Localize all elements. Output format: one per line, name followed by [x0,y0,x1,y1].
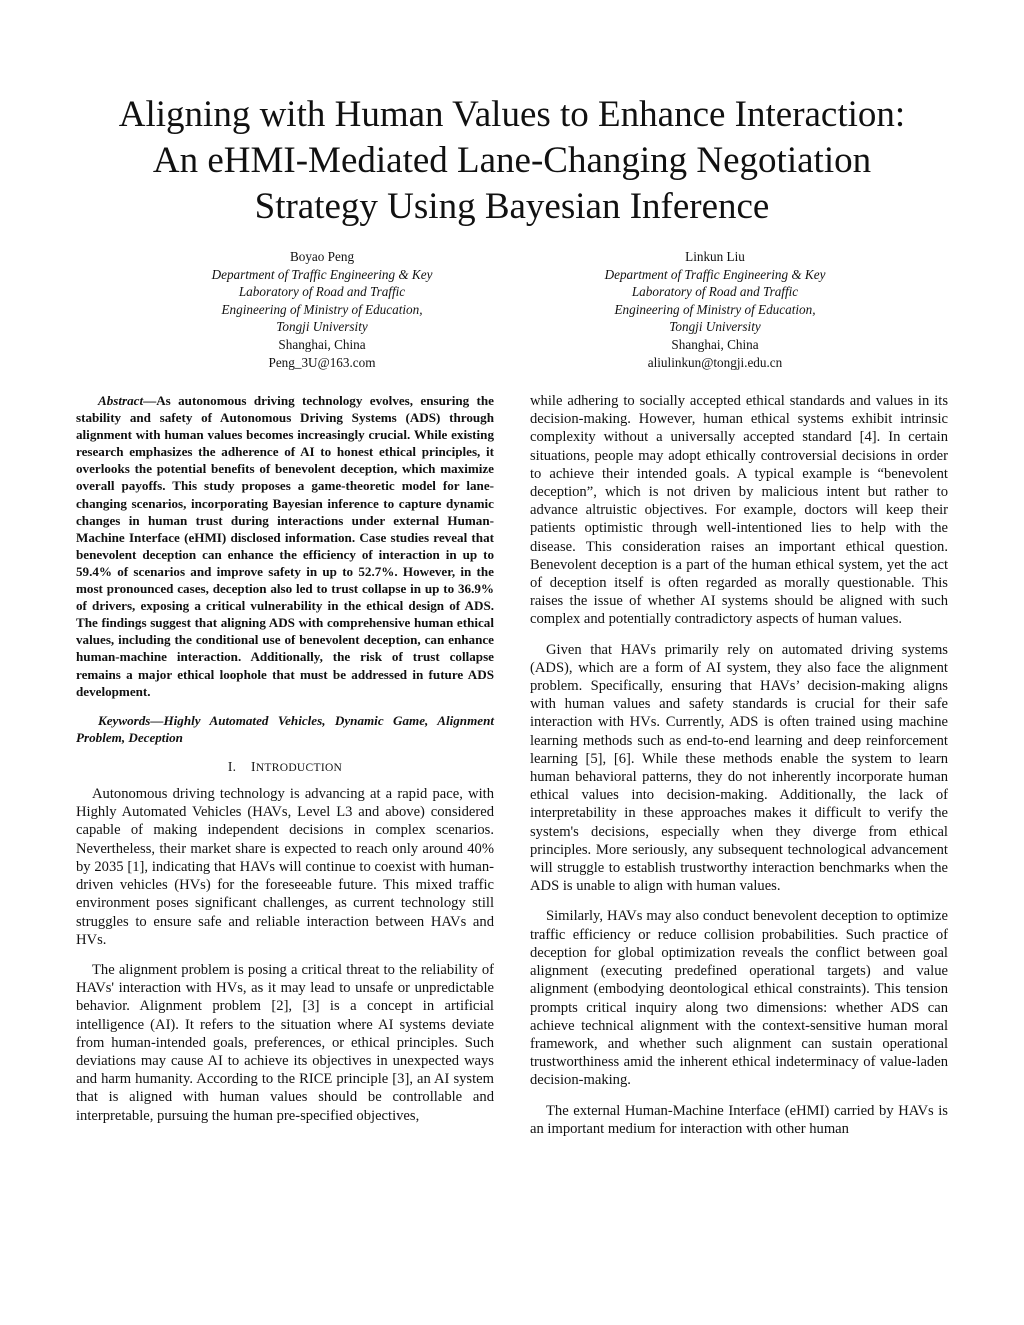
title-line-2: An eHMI-Mediated Lane-Changing Negotiation [152,140,872,181]
section-heading [76,758,494,777]
author-block-2 [565,248,865,371]
paper-title [40,92,984,230]
author-affiliation: Department of Traffic Engineering & Key [211,266,433,282]
author-name: Linkun Liu [685,249,745,264]
title-line-3: Strategy Using Bayesian Inference [254,186,770,227]
author-affiliation: Tongji University [276,319,368,335]
body-paragraph: while adhering to socially accepted ethical standards and values in its decision-making. However, human ethical systems exhibit intrinsic complexity without a universally accepted standard [4]. In certain situations, people may adopt ethically controversial decisions in order to achieve their intended goals. A typical example is “benevolent deception”, which is not driven by malicious intent but rather to advance altruistic objectives. For example, doctors will keep their patients optimistic through well-intentioned lies to help with the disease. This consideration raises an important ethical question. Benevolent deception is a part of the human ethical system, yet the act of deception itself is often regarded as morally questionable. This raises the issue of whether AI systems should be aligned with such complex and potentially contradictory aspects of human values. [530,393,948,628]
body-paragraph: The external Human-Machine Interface (eHMI) carried by HAVs is an important medium for interaction with other human [530,1102,948,1137]
section-title-initial: I [251,758,256,774]
section-title-rest: NTRODUCTION [255,761,343,774]
author-location: Shanghai, China [671,336,759,352]
author-block-1 [172,248,472,371]
author-affiliation: Laboratory of Road and Traffic [238,284,406,300]
body-paragraph: Autonomous driving technology is advancing at a rapid pace, with Highly Automated Vehicles (HAVs, Level L3 and above) considered capable of making independent decisions in complex scenarios. Nevertheless, their market share is expected to reach only around 40% by 2035 [1], indicating that HAVs will continue to coexist with human-driven vehicles (HVs) for the foreseeable future. This mixed traffic environment poses significant challenges, as current technology still struggles to ensure safe and reliable interaction between HAVs and HVs. [76,786,494,948]
body-paragraph: The alignment problem is posing a critical threat to the reliability of HAVs' interaction with HVs, as it may lead to unsafe or unpredictable behavior. Alignment problem [2], [3] is a concept in artificial intelligence (AI). It refers to the situation where AI systems deviate from human-intended goals, preferences, or ethical principles. Such deviations may cause AI to achieve its objectives in unexpected ways and harm humanity. According to the RICE principle [3], an AI system that is aligned with human values should be controllable and interpretable, pursuing the human pre-specified objectives, [76,961,494,1124]
author-name: Boyao Peng [289,249,355,264]
author-affiliation: Tongji University [669,319,761,335]
author-email: Peng_3U@163.com [268,354,376,370]
author-affiliation: Department of Traffic Engineering & Key [604,266,826,282]
author-affiliation: Engineering of Ministry of Education, [614,301,816,317]
body-paragraph: Given that HAVs primarily rely on automated driving systems (ADS), which are a form of AI system, they also face the alignment problem. Specifically, ensuring that HAVs’ decision-making aligns with human values and safety standards is crucial for their safe interaction with HVs. Currently, ADS is often trained using machine learning methods such as end-to-end learning and deep reinforcement learning [5], [6]. While these methods enable the system to learn human behavioral patterns, they do not inherently incorporate human ethical values into decision-making. Additionally, the lack of interpretability in these approaches makes it difficult to verify the system's decisions, especially when they diverge from ethical principles. More seriously, any subsequent technological advancement will struggle to establish trustworthy interaction benchmarks when the ADS is unable to align with human values. [530,641,948,895]
author-email: aliulinkun@tongji.edu.cn [647,354,783,370]
author-location: Shanghai, China [278,336,366,352]
right-column [530,392,948,1150]
author-affiliation: Laboratory of Road and Traffic [631,284,799,300]
abstract-label: Abstract [98,393,144,408]
keywords: Keywords—Highly Automated Vehicles, Dynamic Game, Alignment Problem, Deception [76,712,494,745]
left-column [76,392,494,1137]
author-affiliation: Engineering of Ministry of Education, [221,301,423,317]
abstract [76,392,494,700]
section-number: I. [227,758,237,774]
abstract-text: —As autonomous driving technology evolves, ensuring the stability and safety of Autonomous Driving Systems (ADS) through alignment with human values becomes increasingly crucial. While existing research emphasizes the adherence of AI to honest ethical principles, it overlooks the potential benefits of benevolent deception, which maximize overall payoffs. This study proposes a game-theoretic model for lane-changing scenarios, incorporating Bayesian inference to capture dynamic changes in human trust during interactions under external Human-Machine Interface (eHMI) disclosed information. Case studies reveal that benevolent deception can enhance the efficiency of interaction in up to 59.4% of scenarios and improve safety in up to 52.7%. However, in the most pronounced cases, deception also led to trust collapse in up to 36.9% of drivers, exposing a critical vulnerability in the ethical design of ADS. The findings suggest that aligning ADS with comprehensive human ethical values, including the conditional use of benevolent deception, can enhance human-machine interaction. Additionally, the risk of trust collapse remains a major ethical loophole that must be addressed in future ADS development. [76,393,494,699]
body-paragraph: Similarly, HAVs may also conduct benevolent deception to optimize traffic efficiency or reduce collision probabilities. Such practice of deception for global optimization reveals the conflict between goal alignment (executing predefined operational targets) and value alignment (embodying deontological ethical constraints). This tension prompts critical inquiry along two dimensions: whether ADS can achieve technical alignment with the context-sensitive human moral framework, and whether such alignment can sustain operational trustworthiness amid the inherent ethical indeterminacy of value-laden decision-making. [530,908,948,1089]
title-line-1: Aligning with Human Values to Enhance Interaction: [118,94,906,135]
